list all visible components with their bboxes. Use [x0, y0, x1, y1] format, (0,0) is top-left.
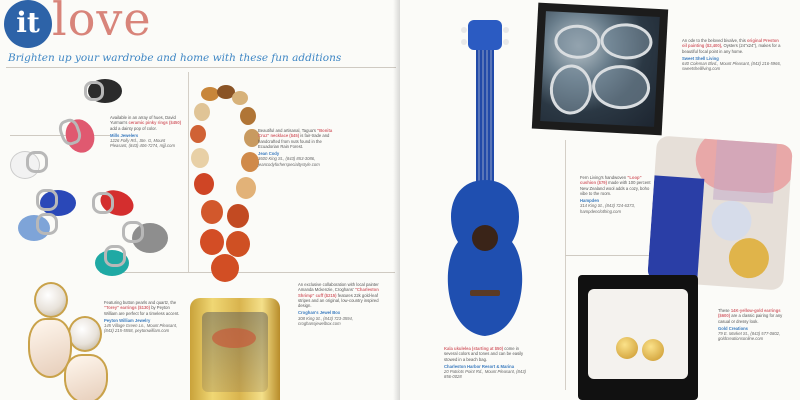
column-divider: [188, 72, 189, 272]
rings-store[interactable]: Mills Jewelers: [110, 132, 139, 138]
necklace-caption: Beautiful and artisanal, Tagua's "Bonita Cruz" necklace ($45) is fair-trade and handcrafted from nuts found in the Ecuadorian Rain Forest. Jean Cody 3600 King St., (843) 853-3086, jeancodyforherspecialtystyle.com: [258, 128, 338, 167]
necklace-photo: [190, 78, 260, 288]
painting-store[interactable]: Sweet Shell Living: [682, 55, 719, 61]
painting-caption: An ode to the beloved bivalve, this original Preston oil painting ($2,400), Oysters (24"x24"), makes for a beautiful focal point in any home. Sweet Shell Living 640 Coleman Blvd., Mount Pleasant, (843) 216-5966, sweetshellliving.com: [682, 38, 781, 72]
oyster-painting-photo: [532, 3, 668, 136]
cuff-photo: [190, 298, 280, 400]
gold-earrings-photo: [578, 275, 698, 400]
pearl-earrings-photo: [10, 278, 120, 400]
gold-earrings-store[interactable]: Gold Creations: [718, 325, 749, 331]
cuff-store[interactable]: Croghan's Jewel Box: [298, 310, 341, 316]
tagline: Brighten up your wardrobe and home with these fun additions: [8, 52, 342, 64]
rings-caption: Available in an array of hues, David Yurman's ceramic pinky rings ($450) add a dainty pop of color. Mills Jewelers 1226 Folly Rd., Ste. G, Mount Pleasant, (843) 406-7274, mjjl.com: [110, 115, 182, 149]
right-page: [400, 0, 800, 400]
pillow-photo: [647, 135, 793, 290]
gold-earrings-caption: These 14K-yellow-gold earrings ($600) are a classic pairing for any casual or dressy look. Gold Creations 79 E. Market St., (843) 577-0802, goldcreationsonline.com: [718, 308, 788, 342]
cuff-caption: An exclusive collaboration with local painter Amanda Mckenzie, Croghans' "Charleston Shrimp" cuff ($215) features 22k gold-leaf stripes and an original, low-country inspired design. Croghan's Jewel Box 308 King St., (843) 723-3594, croghansjewelbox.com: [298, 282, 384, 326]
necklace-store[interactable]: Jean Cody: [258, 151, 280, 157]
column-divider: [565, 140, 566, 390]
logo-it-badge: it: [4, 0, 52, 48]
rings-photo: [0, 75, 160, 275]
pearl-earrings-store[interactable]: Peyton William Jewelry: [104, 317, 151, 323]
pearl-earrings-caption: Featuring button pearls and quartz, the "Torey" earrings ($130) by Peyton William are perfect for a timeless accent. Peyton William Jewelry 145 Village Green Ln., Mount Pleasant, (843) 215-5558, peytonwilliam.com: [104, 300, 180, 334]
ukulele-caption: Kala ukulelea (starting at $50) come in several colors and tones and can be easily stowed in a beach bag. Charleston Harbor Resort & Marina 20 Patriots Point Rd., Mount Pleasant, (843) 856-0028: [444, 346, 532, 380]
pillow-store[interactable]: Hampden: [580, 198, 600, 204]
ukulele-photo: [430, 20, 540, 350]
ukulele-store[interactable]: Charleston Harbor Resort & Marina: [444, 363, 515, 369]
pillow-caption: Fern Living's handwoven "Loop" cushion ($79) made with 100 percent New Zealand wool adds a cozy, boho vibe to the room. Hampden 314 King St., (843) 724-6373, hampdenclothing.com: [580, 175, 651, 214]
header-rule: [6, 67, 396, 68]
logo-love-word: love: [52, 0, 152, 46]
